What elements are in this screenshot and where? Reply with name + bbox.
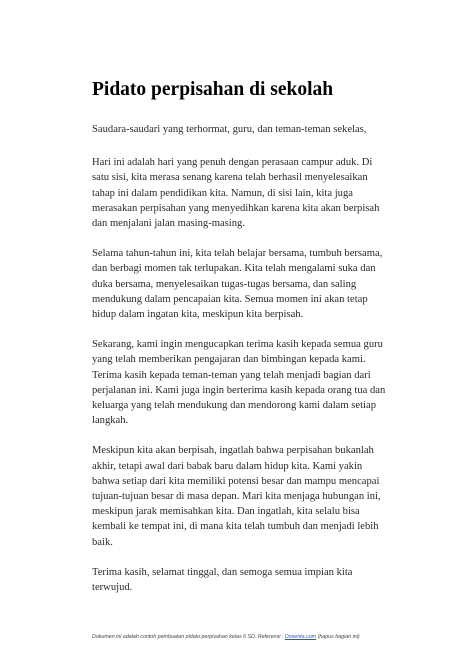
footer-note (92, 634, 360, 641)
reference-link[interactable]: Dosenta.com (284, 634, 317, 640)
body-paragraph-1: Hari ini adalah hari yang penuh dengan perasaan campur aduk. Di satu sisi, kita merasa senang karena telah berhasil menyelesaikan tahap ini dalam pendidikan kita. Namun, di sisi lain, kita juga merasakan perpisahan yang menyedihkan karena kita akan berpisah dan menjalani jalan masing-masing. (92, 157, 380, 230)
footer-note-text: Dokumen ini adalah contoh pembuatan pidato perpisahan kelas 6 SD. Referensi : (92, 634, 285, 640)
footer-note-suffix: (hapus bagian ini) (316, 634, 360, 640)
body-paragraph-3: Sekarang, kami ingin mengucapkan terima kasih kepada semua guru yang telah memberikan pengajaran dan bimbingan kepada kami. Terima kasih kepada teman-teman yang telah menjadi bagian dari perjalanan ini. Kami juga ingin berterima kasih kepada orang tua dan keluarga yang telah mendukung dan mendorong kami dalam setiap langkah. (92, 339, 386, 427)
body-paragraph-2: Selama tahun-tahun ini, kita telah belajar bersama, tumbuh bersama, dan berbagi momen tak terlupakan. Kita telah mengalami suka dan duka bersama, menyelesaikan tugas-tugas bersama, dan saling mendukung dalam pencapaian kita. Semua momen ini akan tetap hidup dalam ingatan kita, meskipun kita berpisah. (92, 248, 383, 321)
greeting-paragraph: Saudara-saudari yang terhormat, guru, dan teman-teman sekelas, (92, 124, 367, 135)
closing-paragraph: Terima kasih, selamat tinggal, dan semoga semua impian kita terwujud. (92, 566, 353, 594)
document-title: Pidato perpisahan di sekolah (92, 79, 334, 100)
body-paragraph-4: Meskipun kita akan berpisah, ingatlah bahwa perpisahan bukanlah akhir, tetapi awal dari babak baru dalam hidup kita. Kami yakin bahwa setiap dari kita memiliki potensi besar dan mampu mencapai tujuan-tujuan besar di masa depan. Mari kita menjaga hubungan ini, meskipun jarak memisahkan kita. Dan ingatlah, kita selalu bisa kembali ke tempat ini, di mana kita telah tumbuh dan menjadi lebih baik. (92, 445, 381, 548)
document-body (92, 122, 392, 595)
